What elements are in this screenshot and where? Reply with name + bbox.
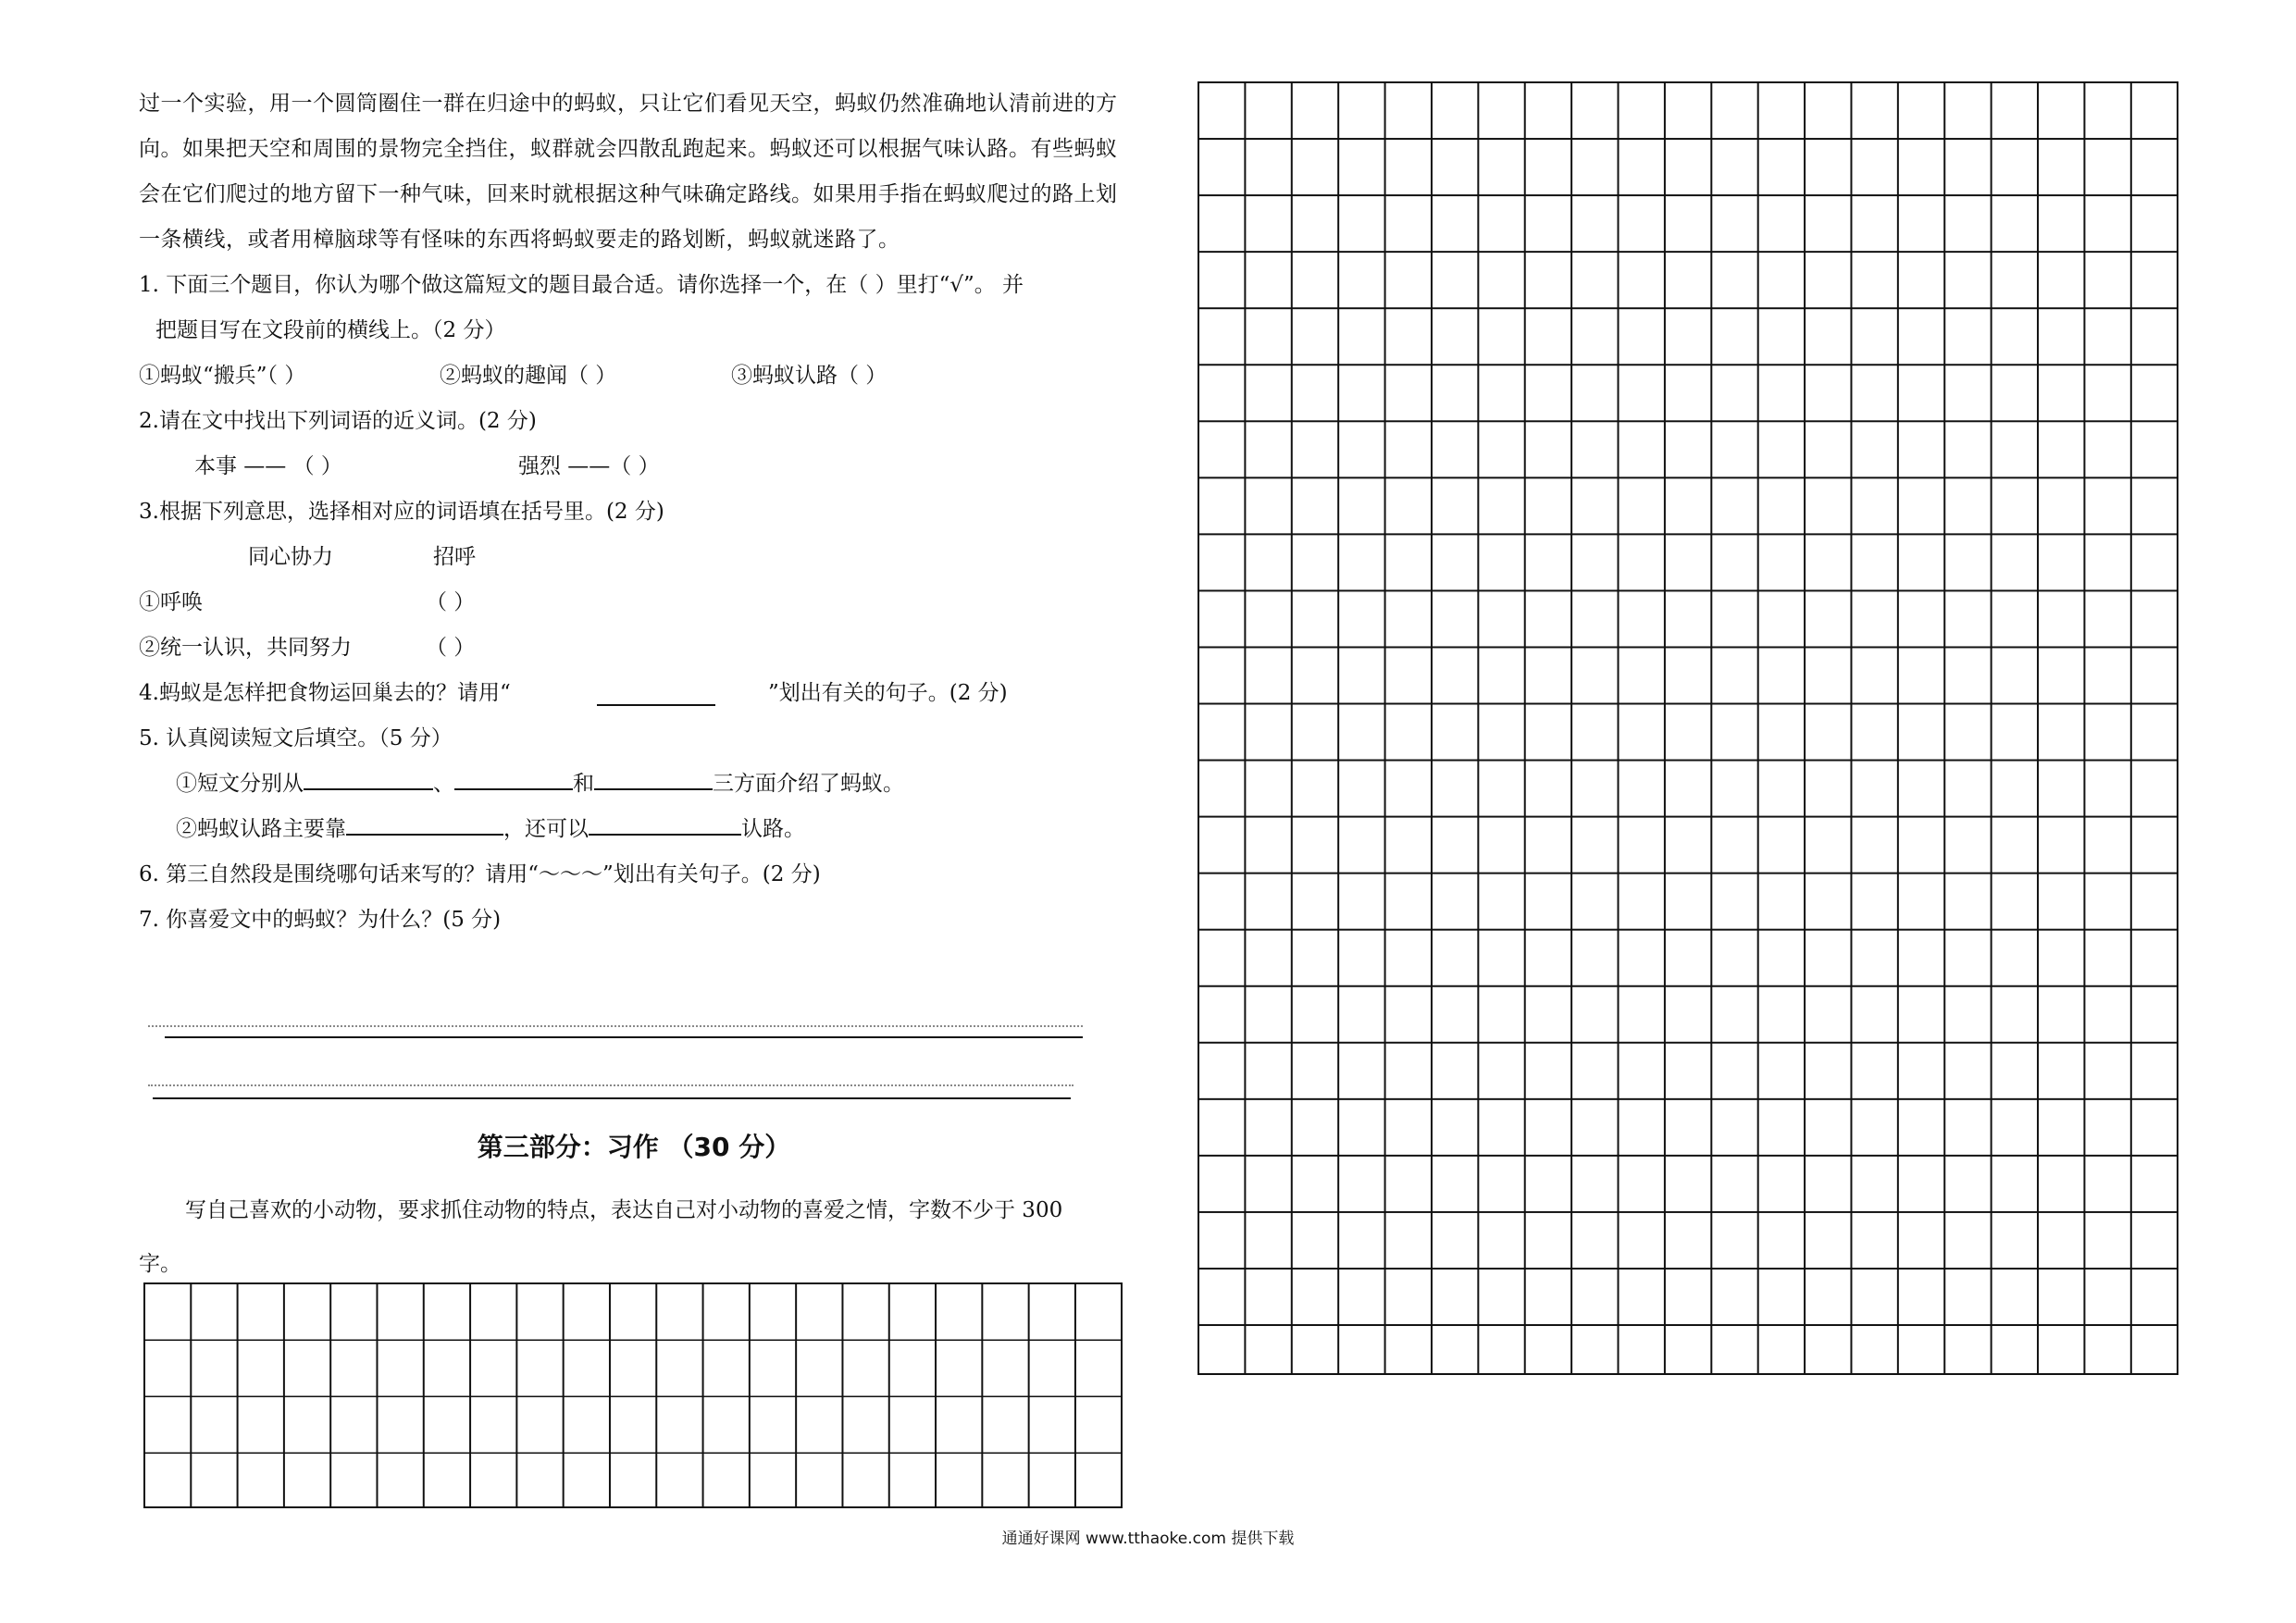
fill-blank-1[interactable] [304,764,433,790]
question-2: 2.请在文中找出下列词语的近义词。(2 分) [139,409,537,433]
underline-sample [597,680,715,706]
reading-passage: 过一个实验，用一个圆筒圈住一群在归途中的蚂蚁，只让它们看见天空，蚂蚁仍然准确地认清前进的方向。如果把天空和周围的景物完全挡住，蚁群就会四散乱跑起来。蚂蚁还可以根据气味认路。有些蚂蚁会在它们爬过的地方留下一种气味，回来时就根据这种气味确定路线。如果用手指在蚂蚁爬过的路上划一条横线，或者用樟脑球等有怪味的东西将蚂蚁要走的路划断，蚂蚁就迷路了。 [139,92,1118,252]
answer-line-2[interactable] [153,1097,1071,1099]
answer-guide-dots-2 [148,1084,1074,1086]
question-1-line-1: 1. 下面三个题目，你认为哪个做这篇短文的题目最合适。请你选择一个，在（ ）里打“√”。 并 [139,273,1024,297]
option-2[interactable]: ②蚂蚁的趣闻（ ） [440,364,617,388]
option-1[interactable]: ①蚂蚁“搬兵”（ ） [139,364,306,388]
synonym-blank-2[interactable]: 强烈 ——（ ） [518,454,660,478]
fill-blank-4[interactable] [346,810,503,836]
question-4: 4.蚂蚁是怎样把食物运回巢去的？请用“ ”划出有关的句子。(2 分) [139,681,1008,705]
question-7: 7. 你喜爱文中的蚂蚁？为什么？(5 分) [139,908,502,932]
question-1-options [139,353,1129,399]
question-5-item-1: ①短文分别从 、 和 三方面介绍了蚂蚁。 [139,762,1129,807]
question-3-words [139,535,1129,580]
question-3: 3.根据下列意思，选择相对应的词语填在括号里。(2 分) [139,500,664,524]
fill-blank-2[interactable] [454,764,573,790]
question-2-words [139,444,1129,489]
question-6: 6. 第三自然段是围绕哪句话来写的？请用“～～～”划出有关句子。(2 分) [139,862,821,886]
writing-prompt-line-2: 字。 [139,1252,181,1276]
writing-grid-small[interactable] [143,1282,1123,1508]
option-3[interactable]: ③蚂蚁认路（ ） [731,364,887,388]
left-column [139,81,1129,943]
fill-blank-3[interactable] [594,764,713,790]
question-1-line-2: 把题目写在文段前的横线上。（2 分） [155,318,506,342]
footer-credit: 通通好课网 www.tthaoke.com 提供下载 [1001,1530,1295,1548]
question-5-item-2: ②蚂蚁认路主要靠 ，还可以 认路。 [139,807,1129,852]
word-choice-2: 招呼 [433,545,476,569]
question-3-item-1: ①呼唤 （ ） [139,580,1129,626]
meaning-blank-2[interactable]: （ ） [426,636,476,660]
answer-guide-dots-1 [148,1025,1083,1027]
answer-line-1[interactable] [165,1036,1083,1038]
question-3-item-2: ②统一认识，共同努力 （ ） [139,626,1129,671]
question-5: 5. 认真阅读短文后填空。（5 分） [139,726,453,750]
word-choice-1: 同心协力 [248,545,333,569]
writing-grid-large[interactable] [1198,81,2178,1375]
fill-blank-5[interactable] [589,810,741,836]
section-3-title: 第三部分：习作 （30 分） [477,1132,791,1162]
meaning-blank-1[interactable]: （ ） [426,590,476,614]
synonym-blank-1[interactable]: 本事 —— （ ） [194,454,342,478]
writing-prompt-line-1: 写自己喜欢的小动物，要求抓住动物的特点，表达自己对小动物的喜爱之情，字数不少于 300 [185,1198,1063,1222]
